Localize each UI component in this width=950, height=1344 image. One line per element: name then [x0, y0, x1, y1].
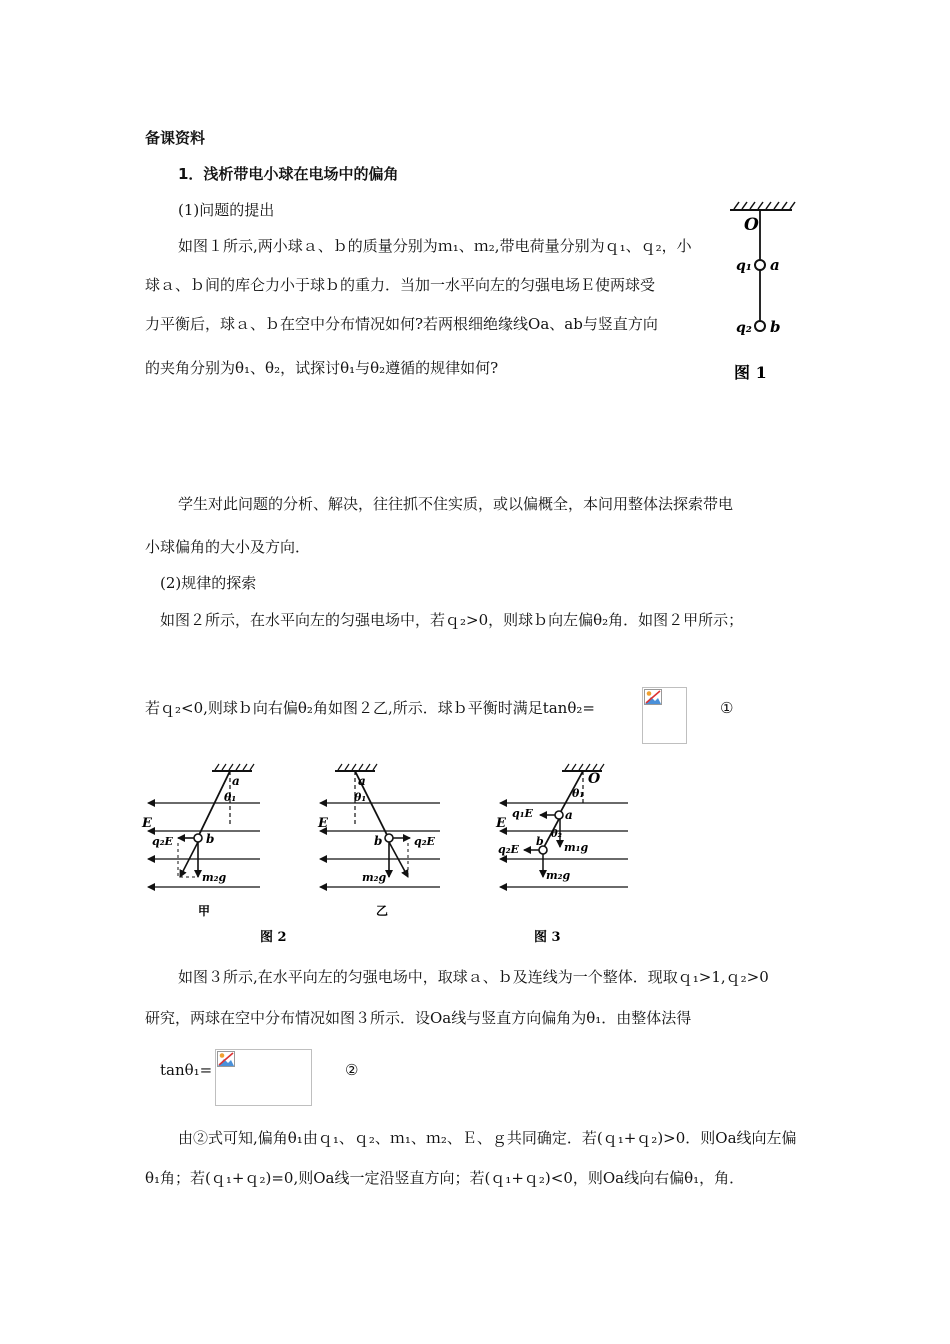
- paragraph-line: 若ｑ₂<0,则球ｂ向右偏θ₂角如图２乙,所示．球ｂ平衡时满足tanθ₂=: [145, 699, 595, 717]
- paragraph-line: 如图３所示,在水平向左的匀强电场中，取球ａ、ｂ及连线为一个整体．现取ｑ₁>1,ｑ₂>0: [178, 968, 769, 986]
- paragraph-line: 由②式可知,偏角θ₁由ｑ₁、ｑ₂、ｍ₁、ｍ₂、Ｅ、ｇ共同确定．若(ｑ₁+ｑ₂)>0．则Oa线向左偏: [178, 1129, 797, 1147]
- fig1-label-a: a: [770, 256, 780, 274]
- fig2-yi-label-a: a: [358, 774, 366, 788]
- fig2-jia-label-q2E: q₂E: [152, 835, 173, 848]
- heading: 备课资料: [145, 129, 206, 147]
- fig2-jia-label-theta1: θ₁: [224, 791, 237, 804]
- fig2-yi-label-b: b: [374, 834, 383, 848]
- paragraph-line: 小球偏角的大小及方向．: [145, 538, 311, 556]
- fig2-yi-label-q2E: q₂E: [414, 835, 435, 848]
- fig2-jia: [141, 764, 260, 918]
- fig2-jia-label-a: a: [232, 774, 240, 788]
- fig3-label-a: a: [565, 808, 573, 822]
- broken-image-icon: [217, 1051, 235, 1067]
- fig2-yi: [317, 764, 440, 918]
- fig2-jia-label-m2g: m₂g: [202, 871, 227, 884]
- fig1-label-O: O: [744, 215, 759, 235]
- paragraph-line: θ₁角；若(ｑ₁+ｑ₂)=0,则Oa线一定沿竖直方向；若(ｑ₁+ｑ₂)<0，则Oa线向右偏θ₁，角．: [145, 1169, 745, 1187]
- paragraph-line: 力平衡后，球ａ、ｂ在空中分布情况如何?若两根细绝缘线Oa、ab与竖直方向: [145, 315, 658, 333]
- fig2-yi-caption: 乙: [376, 904, 389, 918]
- fig3-label-m1g: m₁g: [564, 841, 589, 854]
- paragraph-line: 学生对此问题的分析、解决，往往抓不住实质，或以偏概全，本问用整体法探索带电: [178, 495, 734, 513]
- paragraph-line: 研究，两球在空中分布情况如图３所示．设Oa线与竖直方向偏角为θ₁．由整体法得: [145, 1009, 692, 1027]
- fig2-yi-label-theta1: θ₁: [354, 791, 367, 804]
- fig3-label-O: O: [588, 771, 601, 787]
- fig2-yi-label-m2g: m₂g: [362, 871, 387, 884]
- fig3-caption: 图 3: [534, 930, 561, 945]
- equation-number-1: ①: [720, 699, 734, 717]
- section-title: 1．浅析带电小球在电场中的偏角: [178, 165, 399, 183]
- fig2-jia-label-E: E: [142, 816, 152, 831]
- fig3-label-m2g: m₂g: [546, 869, 571, 882]
- paragraph-line: 如图２所示，在水平向左的匀强电场中，若ｑ₂>0，则球ｂ向左偏θ₂角．如图２甲所示；: [160, 611, 744, 629]
- fig3-label-theta2: θ₂: [551, 829, 563, 840]
- formula-image-2: [215, 1049, 312, 1106]
- paragraph-line: 如图１所示,两小球ａ、ｂ的质量分别为ｍ₁、ｍ₂,带电荷量分别为ｑ₁、ｑ₂，小: [178, 237, 692, 255]
- part1-title: (1)问题的提出: [178, 201, 275, 219]
- formula-image-1: [642, 687, 687, 744]
- fig3-label-theta1: θ₁: [572, 787, 585, 800]
- fig2-jia-caption: 甲: [198, 904, 211, 918]
- fig2-jia-label-b: b: [206, 832, 215, 846]
- fig3-label-q2E: q₂E: [498, 843, 519, 856]
- equation-2-label: tanθ₁=: [160, 1061, 213, 1079]
- fig1-label-b: b: [770, 318, 781, 336]
- figure-1: [722, 198, 802, 388]
- broken-image-icon: [644, 689, 662, 705]
- fig3: [495, 764, 628, 945]
- fig2-caption: 图 2: [260, 930, 287, 945]
- fig2-yi-label-E: E: [318, 816, 328, 831]
- fig1-label-q1: q₁: [736, 258, 752, 274]
- part2-title: (2)规律的探索: [160, 574, 257, 592]
- fig3-label-E: E: [496, 816, 506, 831]
- equation-number-2: ②: [345, 1061, 359, 1079]
- fig1-caption: 图 1: [734, 363, 767, 382]
- paragraph-line: 的夹角分别为θ₁、θ₂，试探讨θ₁与θ₂遵循的规律如何?: [145, 359, 499, 377]
- fig3-label-b: b: [536, 835, 544, 848]
- fig3-label-q1E: q₁E: [512, 807, 533, 820]
- figure-2-3: [140, 755, 640, 950]
- fig1-label-q2: q₂: [736, 320, 752, 336]
- paragraph-line: 球ａ、ｂ间的库仑力小于球ｂ的重力．当加一水平向左的匀强电场Ｅ使两球受: [145, 276, 656, 294]
